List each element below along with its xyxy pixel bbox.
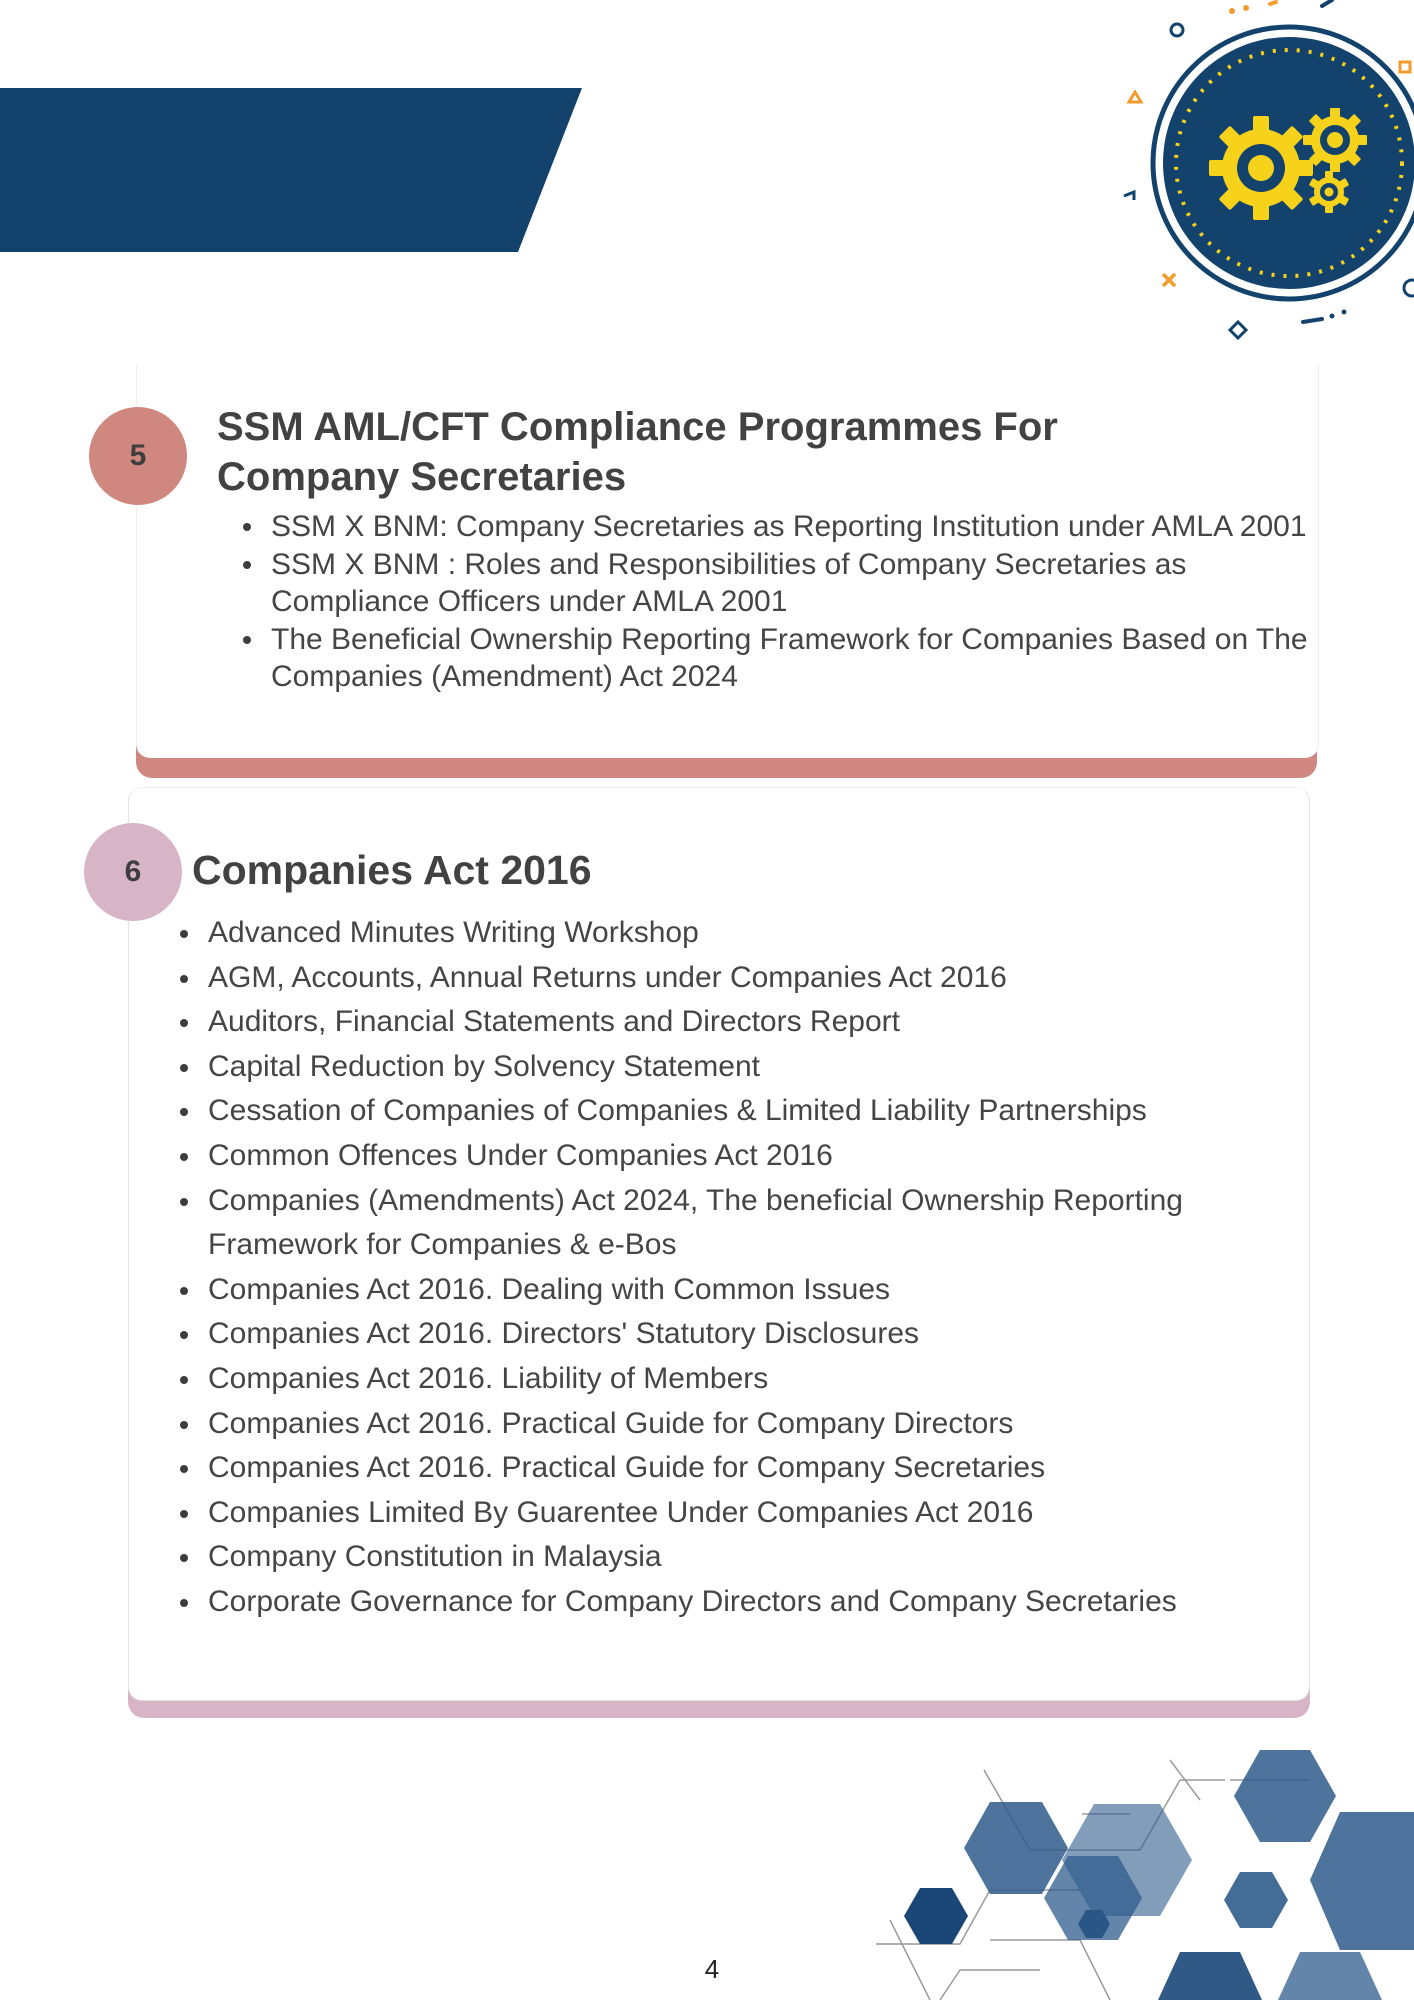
section-5-title: SSM AML/CFT Compliance Programmes For Company Secretaries (217, 405, 1058, 499)
hexagon-pattern-icon (840, 1740, 1414, 2000)
gears-icon (1110, 0, 1414, 345)
list-item: Corporate Governance for Company Directors and Company Secretaries (208, 1580, 1298, 1625)
list-item: SSM X BNM : Roles and Responsibilities of Company Secretaries as Compliance Officers under AMLA 2001 (271, 546, 1321, 621)
list-item: Companies Act 2016. Directors' Statutory Disclosures (208, 1312, 1298, 1357)
section-5-list (271, 508, 1321, 696)
page-number: 4 (704, 1954, 720, 1984)
list-item: Companies Act 2016. Practical Guide for Company Secretaries (208, 1446, 1298, 1491)
list-item: Companies Limited By Guarentee Under Companies Act 2016 (208, 1491, 1298, 1536)
list-item: Capital Reduction by Solvency Statement (208, 1045, 1298, 1090)
list-item: Auditors, Financial Statements and Directors Report (208, 1000, 1298, 1045)
section-6-title: Companies Act 2016 (192, 847, 592, 893)
section-6-list (208, 911, 1298, 1625)
list-item: SSM X BNM: Company Secretaries as Reporting Institution under AMLA 2001 (271, 508, 1321, 546)
list-item: The Beneficial Ownership Reporting Framework for Companies Based on The Companies (Amendment) Act 2024 (271, 621, 1321, 696)
section-5-number: 5 (89, 407, 187, 505)
header-banner (0, 88, 582, 252)
list-item: Company Constitution in Malaysia (208, 1535, 1298, 1580)
list-item: Companies Act 2016. Practical Guide for Company Directors (208, 1402, 1298, 1447)
list-item: Common Offences Under Companies Act 2016 (208, 1134, 1298, 1179)
list-item: Advanced Minutes Writing Workshop (208, 911, 1298, 956)
section-6-number: 6 (84, 823, 182, 921)
list-item: Companies Act 2016. Dealing with Common Issues (208, 1268, 1298, 1313)
list-item: AGM, Accounts, Annual Returns under Companies Act 2016 (208, 956, 1298, 1001)
list-item: Cessation of Companies of Companies & Limited Liability Partnerships (208, 1089, 1298, 1134)
list-item: Companies Act 2016. Liability of Members (208, 1357, 1298, 1402)
list-item: Companies (Amendments) Act 2024, The beneficial Ownership Reporting Framework for Companies & e-Bos (208, 1179, 1298, 1268)
